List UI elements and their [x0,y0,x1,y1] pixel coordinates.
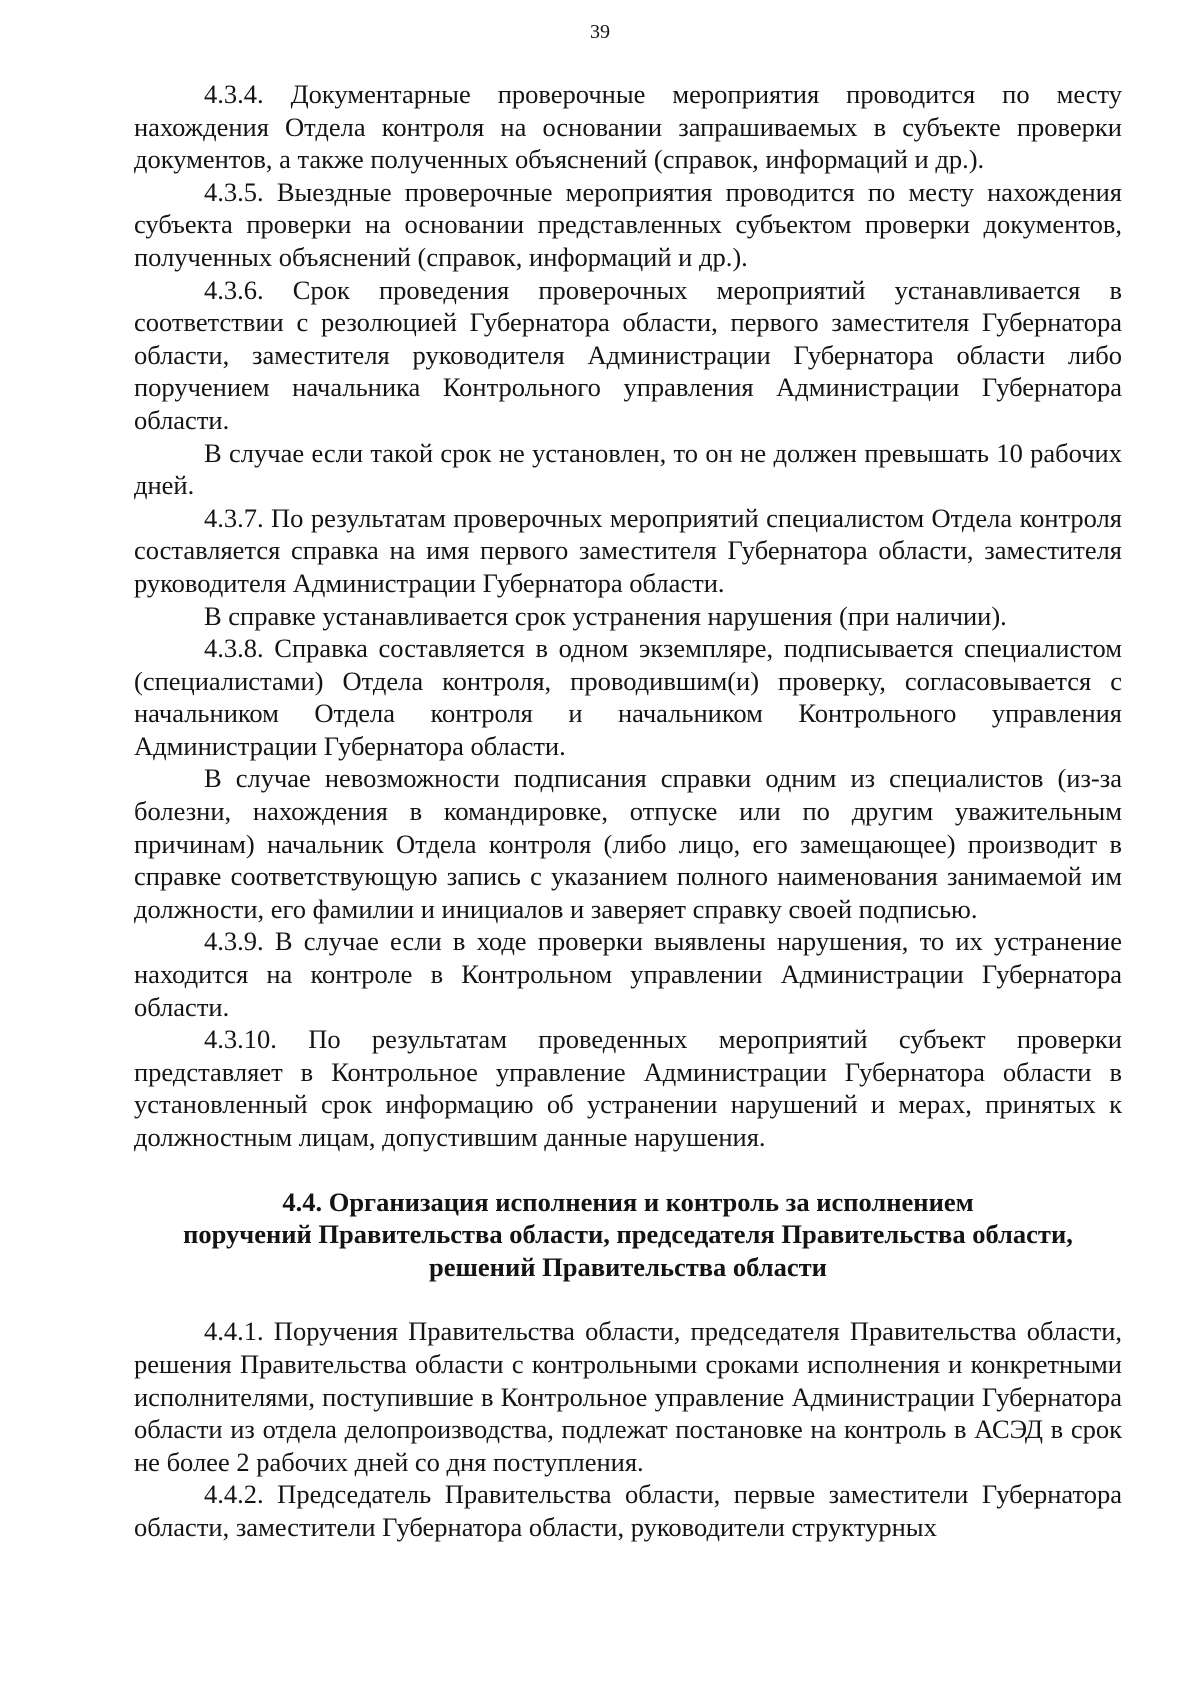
paragraph-deadline-in-report: В справке устанавливается срок устранения нарушения (при наличии). [204,600,1007,631]
section-heading-4-4 [134,1186,1122,1284]
paragraph-4-4-2: 4.4.2. Председатель Правительства области, первые заместители Губернатора области, заместители Губернатора области, руководители структурных [134,1479,1122,1542]
paragraph-4-3-6: 4.3.6. Срок проведения проверочных мероприятий устанавливается в соответствии с резолюцией Губернатора области, первого заместителя Губернатора области, заместителя руководителя Администрации Губернатора области либо поручением начальника Контрольного управления Администрации Губернатора области. [134,274,1122,435]
section-heading-line-1: 4.4. Организация исполнения и контроль за исполнением [282,1186,974,1217]
paragraph-deadline-default: В случае если такой срок не установлен, то он не должен превышать 10 рабочих дней. [134,437,1122,501]
paragraph-4-3-8: 4.3.8. Справка составляется в одном экземпляре, подписывается специалистом (специалистами) Отдела контроля, проводившим(и) проверку, согласовывается с начальником Отдела контроля и начальником Контрольного управления Администрации Губернатора области. [134,633,1122,761]
paragraph-4-3-5: 4.3.5. Выездные проверочные мероприятия проводится по месту нахождения субъекта проверки на основании представленных субъектом проверки документов, полученных объяснений (справок, информаций и др.). [134,176,1122,272]
section-heading-line-2: поручений Правительства области, председателя Правительства области, [183,1219,1073,1250]
page-number: 39 [590,21,610,43]
paragraph-4-3-10: 4.3.10. По результатам проведенных мероприятий субъект проверки представляет в Контрольное управление Администрации Губернатора области в установленный срок информацию об устранении нарушений и мерах, принятых к должностным лицам, допустившим данные нарушения. [134,1024,1122,1152]
paragraph-4-3-9: 4.3.9. В случае если в ходе проверки выявлены нарушения, то их устранение находится на контроле в Контрольном управлении Администрации Губернатора области. [134,926,1122,1022]
section-heading-line-3: решений Правительства области [429,1251,827,1282]
paragraph-4-3-4: 4.3.4. Документарные проверочные мероприятия проводится по месту нахождения Отдела контроля на основании запрашиваемых в субъекте проверки документов, а также полученных объяснений (справок, информаций и др.). [134,79,1122,175]
paragraph-4-4-1: 4.4.1. Поручения Правительства области, председателя Правительства области, решения Правительства области с контрольными сроками исполнения и конкретными исполнителями, поступившие в Контрольное управление Администрации Губернатора области из отдела делопроизводства, подлежат постановке на контроль в АСЭД в срок не более 2 рабочих дней со дня поступления. [134,1316,1122,1477]
paragraph-4-3-7: 4.3.7. По результатам проверочных мероприятий специалистом Отдела контроля составляется справка на имя первого заместителя Губернатора области, заместителя руководителя Администрации Губернатора области. [134,502,1122,598]
document-body [134,78,1122,1544]
paragraph-signature-impossible: В случае невозможности подписания справки одним из специалистов (из-за болезни, нахождения в командировке, отпуске или по другим уважительным причинам) начальник Отдела контроля (либо лицо, его замещающее) производит в справке соответствующую запись с указанием полного наименования занимаемой им должности, его фамилии и инициалов и заверяет справку своей подписью. [134,763,1122,924]
